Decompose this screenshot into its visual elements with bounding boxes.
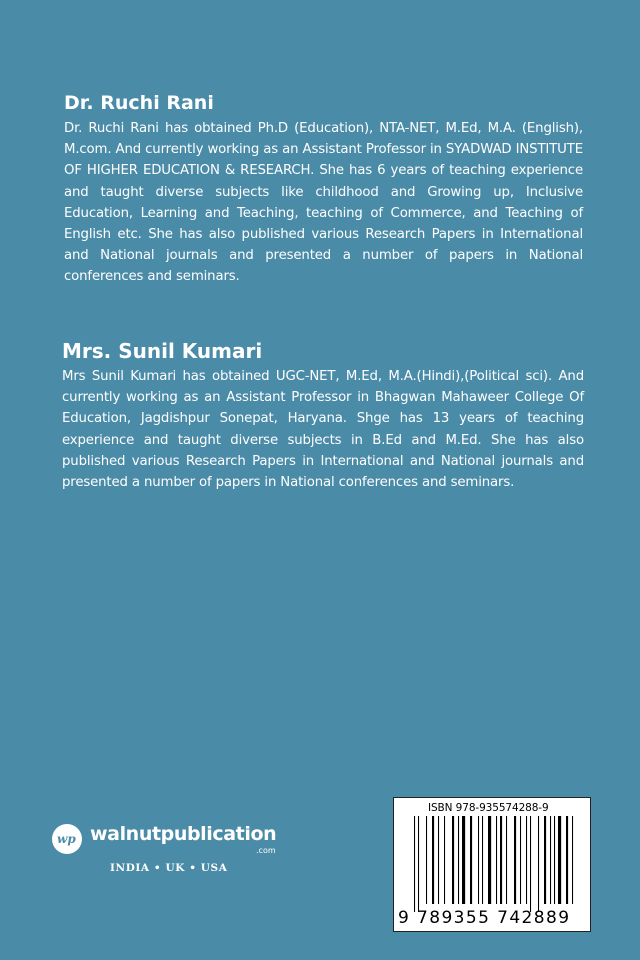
barcode-bar — [506, 816, 507, 904]
author-bio-text-1: Dr. Ruchi Rani has obtained Ph.D (Education), NTA-NET, M.Ed, M.A. (English), M.com. And currently working as an Assistant Professor in SYADWAD INSTITUTE OF HIGHER EDUCATION & RESEARCH. She has 6 years of teaching experience and taught diverse subjects like childhood and Growing up, Inclusive Education, Learning and Teaching, teaching of Commerce, and Teaching of English etc. She has also published various Research Papers in International and National journals and presented a number of papers in National conferences and seminars. — [64, 121, 583, 285]
barcode-bar — [496, 816, 497, 904]
isbn-label: ISBN 978-935574288-9 — [428, 802, 549, 814]
barcode-bar — [452, 816, 454, 904]
barcode-bar — [462, 816, 465, 904]
author-name-1: Dr. Ruchi Rani — [64, 92, 214, 114]
barcode-bar — [520, 816, 521, 904]
barcode-bar — [418, 816, 419, 912]
barcode-bar — [566, 816, 568, 904]
barcode-bar — [558, 816, 561, 904]
publisher-domain: .com — [256, 846, 276, 855]
barcode-bar — [544, 816, 546, 904]
barcode-bar — [488, 816, 491, 904]
barcode-bar — [550, 816, 551, 904]
barcode-bar — [432, 816, 434, 904]
barcode-bar — [458, 816, 459, 904]
svg-text:wp: wp — [57, 832, 76, 846]
barcode-bar — [514, 816, 516, 904]
barcode-bar — [470, 816, 472, 904]
publisher-name: walnutpublication — [90, 823, 277, 845]
publisher-logo-icon — [52, 824, 82, 854]
barcode-bar — [482, 816, 483, 904]
barcode-bars — [414, 816, 574, 912]
author-bio-text-2: Mrs Sunil Kumari has obtained UGC-NET, M.Ed, M.A.(Hindi),(Political sci). And currently working as an Assistant Professor in Bhagwan Mahaweer College Of Education, Jagdishpur Sonepat, Haryana. Shge has 13 years of teaching experience and taught diverse subjects in B.Ed and M.Ed. She has also published various Research Papers in International and National journals and presented a number of papers in National conferences and seminars. — [62, 369, 584, 491]
author-name-2: Mrs. Sunil Kumari — [62, 339, 263, 363]
barcode-bar — [426, 816, 427, 904]
barcode-bar — [554, 816, 555, 904]
barcode-bar — [538, 816, 539, 912]
publisher-block — [52, 820, 312, 880]
barcode-bar — [572, 816, 573, 904]
author-bio-2 — [64, 338, 583, 493]
barcode-bar — [500, 816, 502, 904]
barcode-bar — [526, 816, 527, 904]
author-bio-1 — [64, 90, 583, 288]
barcode-bar — [478, 816, 479, 904]
barcode-digits: 9 789355 742889 — [398, 908, 571, 928]
barcode-bar — [414, 816, 415, 912]
barcode-bar — [530, 816, 531, 912]
barcode-bar — [444, 816, 445, 904]
publisher-regions: INDIA • UK • USA — [110, 862, 228, 874]
barcode-bar — [438, 816, 439, 904]
isbn-barcode — [393, 797, 591, 932]
